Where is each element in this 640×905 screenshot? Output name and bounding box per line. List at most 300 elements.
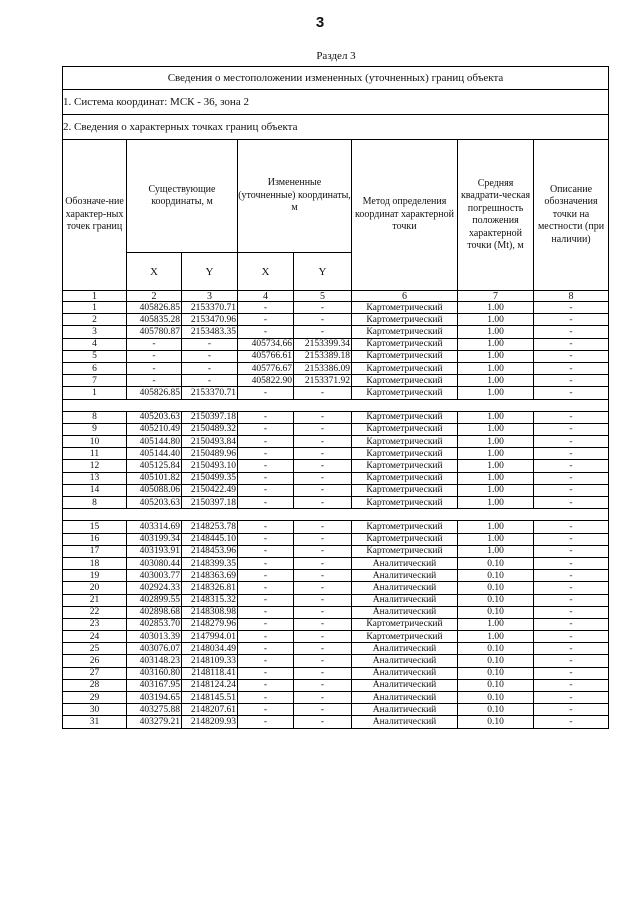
changed-y: - (294, 314, 352, 326)
separator-cell (63, 509, 609, 521)
method: Картометрический (352, 545, 458, 557)
mean-error: 1.00 (458, 375, 534, 387)
page-number: 3 (315, 14, 325, 31)
changed-y: - (294, 679, 352, 691)
description: - (534, 631, 609, 643)
header-changed-y: Y (294, 253, 352, 291)
existing-y: - (182, 362, 238, 374)
changed-y: - (294, 326, 352, 338)
table-row (63, 350, 609, 362)
table-row (63, 302, 609, 314)
mean-error: 1.00 (458, 411, 534, 423)
header-existing-x: X (127, 253, 182, 291)
description: - (534, 411, 609, 423)
existing-y: 2153370.71 (182, 387, 238, 399)
existing-x: 405144.40 (127, 448, 182, 460)
method: Аналитический (352, 716, 458, 728)
changed-y: - (294, 302, 352, 314)
existing-y: 2153470.96 (182, 314, 238, 326)
column-number: 8 (534, 291, 609, 302)
changed-x: - (238, 497, 294, 509)
changed-y: - (294, 716, 352, 728)
existing-y: 2150422.49 (182, 484, 238, 496)
description: - (534, 594, 609, 606)
table-row (63, 545, 609, 557)
point-id: 15 (63, 521, 127, 533)
point-id: 16 (63, 533, 127, 545)
separator-cell (63, 399, 609, 411)
existing-x: 405826.85 (127, 387, 182, 399)
existing-x: 402853.70 (127, 618, 182, 630)
changed-x: - (238, 606, 294, 618)
description: - (534, 545, 609, 557)
existing-y: 2150493.84 (182, 436, 238, 448)
existing-y: 2148326.81 (182, 582, 238, 594)
table-row (63, 631, 609, 643)
method: Картометрический (352, 521, 458, 533)
method: Картометрический (352, 338, 458, 350)
changed-y: - (294, 436, 352, 448)
mean-error: 1.00 (458, 362, 534, 374)
existing-x: 403279.21 (127, 716, 182, 728)
existing-y: 2148207.61 (182, 704, 238, 716)
table-row (63, 484, 609, 496)
changed-x: - (238, 387, 294, 399)
description: - (534, 448, 609, 460)
changed-x: - (238, 436, 294, 448)
changed-y: - (294, 557, 352, 569)
changed-x: - (238, 484, 294, 496)
table-row (63, 655, 609, 667)
header-changed-coords: Измененные (уточненные) координаты, м (238, 140, 352, 253)
table-row (63, 460, 609, 472)
changed-x: - (238, 423, 294, 435)
changed-y: - (294, 448, 352, 460)
description: - (534, 521, 609, 533)
changed-y: - (294, 411, 352, 423)
description: - (534, 533, 609, 545)
description: - (534, 716, 609, 728)
point-id: 1 (63, 387, 127, 399)
existing-x: 405144.80 (127, 436, 182, 448)
changed-x: - (238, 302, 294, 314)
point-id: 21 (63, 594, 127, 606)
column-number: 1 (63, 291, 127, 302)
mean-error: 1.00 (458, 314, 534, 326)
method: Аналитический (352, 557, 458, 569)
changed-x: - (238, 679, 294, 691)
description: - (534, 606, 609, 618)
changed-x: - (238, 582, 294, 594)
existing-x: 405125.84 (127, 460, 182, 472)
table-row (63, 314, 609, 326)
existing-x: 403167.95 (127, 679, 182, 691)
existing-y: 2148109.33 (182, 655, 238, 667)
existing-x: 403013.39 (127, 631, 182, 643)
description: - (534, 387, 609, 399)
existing-y: - (182, 350, 238, 362)
changed-x: - (238, 570, 294, 582)
description: - (534, 692, 609, 704)
existing-x: 403194.65 (127, 692, 182, 704)
mean-error: 1.00 (458, 436, 534, 448)
mean-error: 1.00 (458, 326, 534, 338)
column-number: 3 (182, 291, 238, 302)
mean-error: 0.10 (458, 643, 534, 655)
existing-x: - (127, 338, 182, 350)
existing-y: 2148253.78 (182, 521, 238, 533)
mean-error: 0.10 (458, 594, 534, 606)
existing-y: 2150397.18 (182, 497, 238, 509)
existing-x: 405835.28 (127, 314, 182, 326)
table-row (63, 423, 609, 435)
point-id: 10 (63, 436, 127, 448)
point-id: 13 (63, 472, 127, 484)
existing-y: 2148118.41 (182, 667, 238, 679)
existing-y: 2150489.32 (182, 423, 238, 435)
header-description: Описание обозначения точки на местности (при наличии) (534, 140, 609, 291)
changed-x: - (238, 594, 294, 606)
existing-y: 2148308.98 (182, 606, 238, 618)
mean-error: 1.00 (458, 545, 534, 557)
table-row (63, 716, 609, 728)
point-id: 24 (63, 631, 127, 643)
point-id: 28 (63, 679, 127, 691)
column-number: 4 (238, 291, 294, 302)
existing-y: 2148145.51 (182, 692, 238, 704)
changed-y: - (294, 618, 352, 630)
mean-error: 1.00 (458, 521, 534, 533)
existing-x: 402898.68 (127, 606, 182, 618)
changed-x: - (238, 704, 294, 716)
table-row (63, 472, 609, 484)
mean-error: 0.10 (458, 570, 534, 582)
table-row (63, 436, 609, 448)
column-number: 7 (458, 291, 534, 302)
point-id: 3 (63, 326, 127, 338)
column-number-row (63, 291, 609, 302)
table-row (63, 375, 609, 387)
changed-x: 405734.66 (238, 338, 294, 350)
method: Картометрический (352, 387, 458, 399)
description: - (534, 375, 609, 387)
table-row (63, 643, 609, 655)
existing-y: 2148453.96 (182, 545, 238, 557)
header-existing-y: Y (182, 253, 238, 291)
table-row (63, 533, 609, 545)
changed-x: - (238, 448, 294, 460)
changed-y: - (294, 606, 352, 618)
point-id: 8 (63, 497, 127, 509)
method: Картометрический (352, 314, 458, 326)
point-id: 6 (63, 362, 127, 374)
changed-y: - (294, 484, 352, 496)
existing-y: 2153483.35 (182, 326, 238, 338)
mean-error: 1.00 (458, 387, 534, 399)
existing-y: 2148399.35 (182, 557, 238, 569)
existing-y: 2148124.24 (182, 679, 238, 691)
method: Картометрический (352, 484, 458, 496)
method: Картометрический (352, 497, 458, 509)
existing-y: - (182, 338, 238, 350)
point-id: 26 (63, 655, 127, 667)
point-id: 23 (63, 618, 127, 630)
changed-y: - (294, 423, 352, 435)
table-row (63, 692, 609, 704)
point-id: 31 (63, 716, 127, 728)
method: Картометрический (352, 302, 458, 314)
table-row (63, 557, 609, 569)
existing-y: 2150489.96 (182, 448, 238, 460)
existing-y: 2153370.71 (182, 302, 238, 314)
method: Аналитический (352, 594, 458, 606)
point-id: 18 (63, 557, 127, 569)
changed-y: - (294, 545, 352, 557)
mean-error: 0.10 (458, 692, 534, 704)
description: - (534, 314, 609, 326)
point-id: 5 (63, 350, 127, 362)
column-number: 5 (294, 291, 352, 302)
point-id: 8 (63, 411, 127, 423)
table-row (63, 594, 609, 606)
changed-y: 2153389.18 (294, 350, 352, 362)
point-id: 30 (63, 704, 127, 716)
changed-y: - (294, 387, 352, 399)
header-changed-x: X (238, 253, 294, 291)
existing-x: 405780.87 (127, 326, 182, 338)
existing-x: 405088.06 (127, 484, 182, 496)
table-row (63, 521, 609, 533)
description: - (534, 557, 609, 569)
description: - (534, 582, 609, 594)
changed-x: 405766.61 (238, 350, 294, 362)
table-row (63, 570, 609, 582)
description: - (534, 338, 609, 350)
table-row (63, 411, 609, 423)
existing-y: 2148279.96 (182, 618, 238, 630)
method: Аналитический (352, 692, 458, 704)
coordinate-system: 1. Система координат: МСК - 36, зона 2 (63, 90, 609, 115)
table-row (63, 582, 609, 594)
existing-y: - (182, 375, 238, 387)
point-id: 29 (63, 692, 127, 704)
changed-y: 2153386.09 (294, 362, 352, 374)
description: - (534, 643, 609, 655)
mean-error: 1.00 (458, 448, 534, 460)
description: - (534, 570, 609, 582)
changed-y: - (294, 582, 352, 594)
method: Аналитический (352, 643, 458, 655)
existing-x: 403199.34 (127, 533, 182, 545)
mean-error: 0.10 (458, 716, 534, 728)
description: - (534, 326, 609, 338)
existing-y: 2150499.35 (182, 472, 238, 484)
existing-y: 2150493.10 (182, 460, 238, 472)
changed-y: - (294, 643, 352, 655)
table-row (63, 497, 609, 509)
changed-y: - (294, 667, 352, 679)
table-row (63, 679, 609, 691)
mean-error: 1.00 (458, 472, 534, 484)
point-id: 9 (63, 423, 127, 435)
changed-x: - (238, 557, 294, 569)
changed-y: - (294, 631, 352, 643)
changed-x: - (238, 631, 294, 643)
method: Аналитический (352, 582, 458, 594)
changed-y: 2153399.34 (294, 338, 352, 350)
column-number: 2 (127, 291, 182, 302)
existing-x: - (127, 362, 182, 374)
existing-x: - (127, 375, 182, 387)
changed-x: 405776.67 (238, 362, 294, 374)
point-id: 11 (63, 448, 127, 460)
existing-x: 405210.49 (127, 423, 182, 435)
table-row (63, 362, 609, 374)
existing-y: 2147994.01 (182, 631, 238, 643)
table-row (63, 704, 609, 716)
description: - (534, 472, 609, 484)
method: Картометрический (352, 362, 458, 374)
existing-x: 403148.23 (127, 655, 182, 667)
changed-y: - (294, 692, 352, 704)
boundary-points-table (62, 66, 609, 729)
existing-y: 2148445.10 (182, 533, 238, 545)
mean-error: 1.00 (458, 338, 534, 350)
table-row (63, 326, 609, 338)
changed-y: - (294, 704, 352, 716)
method: Картометрический (352, 631, 458, 643)
existing-x: 403076.07 (127, 643, 182, 655)
method: Аналитический (352, 606, 458, 618)
changed-x: - (238, 643, 294, 655)
changed-x: - (238, 692, 294, 704)
mean-error: 1.00 (458, 350, 534, 362)
changed-y: - (294, 655, 352, 667)
method: Картометрический (352, 618, 458, 630)
method: Аналитический (352, 704, 458, 716)
changed-y: - (294, 533, 352, 545)
existing-x: 405203.63 (127, 497, 182, 509)
mean-error: 0.10 (458, 655, 534, 667)
changed-x: - (238, 521, 294, 533)
existing-x: 403193.91 (127, 545, 182, 557)
changed-x: 405822.90 (238, 375, 294, 387)
mean-error: 1.00 (458, 618, 534, 630)
description: - (534, 667, 609, 679)
mean-error: 1.00 (458, 497, 534, 509)
changed-x: - (238, 655, 294, 667)
point-id: 19 (63, 570, 127, 582)
description: - (534, 436, 609, 448)
table-row (63, 618, 609, 630)
existing-x: 403080.44 (127, 557, 182, 569)
mean-error: 0.10 (458, 667, 534, 679)
mean-error: 1.00 (458, 460, 534, 472)
header-existing-coords: Существующие координаты, м (127, 140, 238, 253)
existing-x: 405101.82 (127, 472, 182, 484)
mean-error: 1.00 (458, 302, 534, 314)
method: Аналитический (352, 667, 458, 679)
changed-y: - (294, 570, 352, 582)
method: Картометрический (352, 460, 458, 472)
mean-error: 0.10 (458, 704, 534, 716)
point-id: 1 (63, 302, 127, 314)
point-id: 4 (63, 338, 127, 350)
changed-x: - (238, 472, 294, 484)
existing-y: 2148209.93 (182, 716, 238, 728)
description: - (534, 655, 609, 667)
existing-x: 403275.88 (127, 704, 182, 716)
existing-x: 402924.33 (127, 582, 182, 594)
description: - (534, 423, 609, 435)
description: - (534, 704, 609, 716)
header-error: Средняя квадрати-ческая погрешность положения характерной точки (Mt), м (458, 140, 534, 291)
point-id: 27 (63, 667, 127, 679)
table-title: Сведения о местоположении измененных (уточненных) границ объекта (63, 67, 609, 90)
changed-x: - (238, 460, 294, 472)
changed-y: - (294, 521, 352, 533)
existing-x: 403314.69 (127, 521, 182, 533)
method: Картометрический (352, 326, 458, 338)
existing-y: 2148034.49 (182, 643, 238, 655)
changed-y: - (294, 472, 352, 484)
table-row (63, 387, 609, 399)
mean-error: 0.10 (458, 679, 534, 691)
method: Картометрический (352, 423, 458, 435)
separator-row (63, 509, 609, 521)
description: - (534, 618, 609, 630)
changed-y: - (294, 497, 352, 509)
mean-error: 1.00 (458, 423, 534, 435)
existing-x: 405826.85 (127, 302, 182, 314)
changed-y: 2153371.92 (294, 375, 352, 387)
method: Картометрический (352, 411, 458, 423)
mean-error: 0.10 (458, 557, 534, 569)
method: Аналитический (352, 679, 458, 691)
mean-error: 1.00 (458, 484, 534, 496)
existing-y: 2150397.18 (182, 411, 238, 423)
description: - (534, 460, 609, 472)
existing-y: 2148315.32 (182, 594, 238, 606)
description: - (534, 350, 609, 362)
changed-y: - (294, 594, 352, 606)
header-designation: Обозначе-ние характер-ных точек границ (63, 140, 127, 291)
changed-x: - (238, 618, 294, 630)
separator-row (63, 399, 609, 411)
method: Аналитический (352, 570, 458, 582)
header-method: Метод определения координат характерной точки (352, 140, 458, 291)
table-row (63, 667, 609, 679)
description: - (534, 497, 609, 509)
changed-x: - (238, 716, 294, 728)
point-id: 17 (63, 545, 127, 557)
method: Картометрический (352, 436, 458, 448)
changed-x: - (238, 411, 294, 423)
point-id: 14 (63, 484, 127, 496)
method: Картометрический (352, 375, 458, 387)
point-id: 20 (63, 582, 127, 594)
description: - (534, 362, 609, 374)
mean-error: 0.10 (458, 606, 534, 618)
description: - (534, 302, 609, 314)
table-row (63, 448, 609, 460)
method: Картометрический (352, 472, 458, 484)
column-number: 6 (352, 291, 458, 302)
mean-error: 1.00 (458, 631, 534, 643)
mean-error: 1.00 (458, 533, 534, 545)
method: Картометрический (352, 448, 458, 460)
changed-x: - (238, 533, 294, 545)
